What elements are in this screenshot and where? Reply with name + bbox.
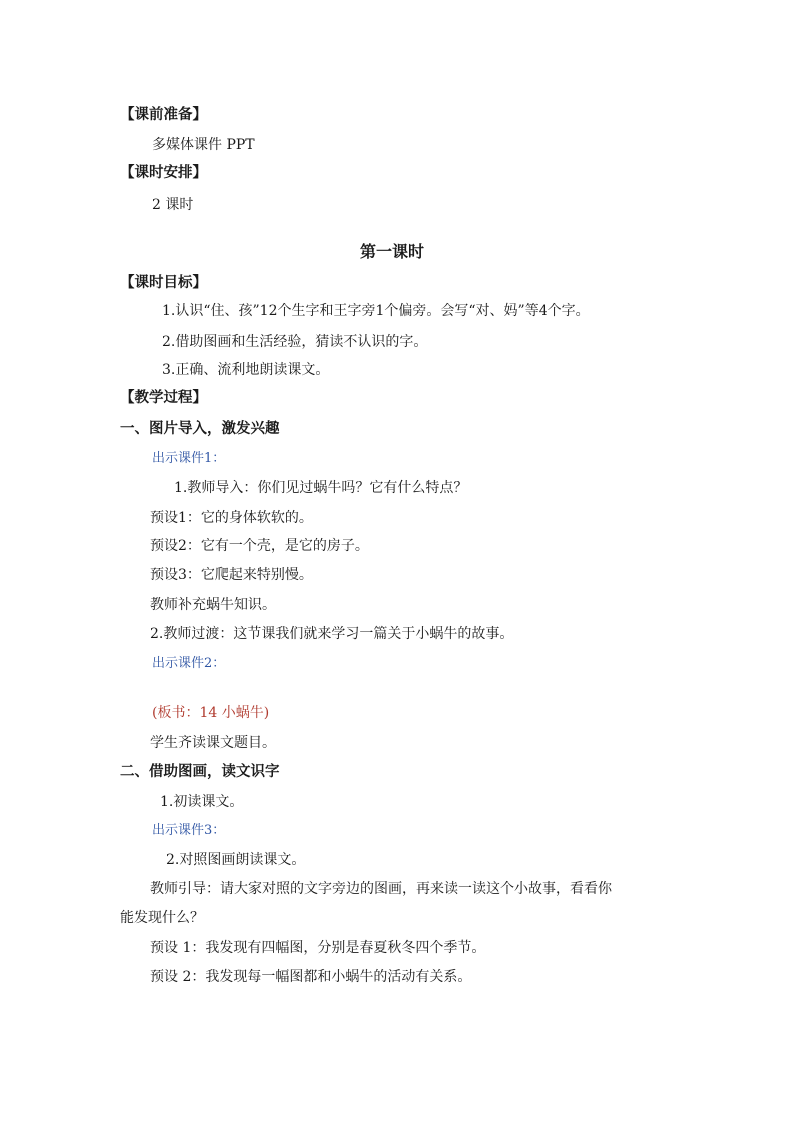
compare-read-line: 2.对照图画朗读课文。 xyxy=(166,852,306,868)
read-title-line: 学生齐读课文题目。 xyxy=(150,735,276,751)
process-heading: 【教学过程】 xyxy=(120,389,207,406)
schedule-text: 2 课时 xyxy=(152,197,194,213)
teacher-intro: 1.教师导入：你们见过蜗牛吗？它有什么特点？ xyxy=(174,480,468,496)
preset-line: 预设3：它爬起来特别慢。 xyxy=(150,567,313,583)
courseware-label: 出示课件3： xyxy=(152,823,226,838)
preset-line: 预设1：它的身体软软的。 xyxy=(150,510,313,526)
goal-item: 2.借助图画和生活经验，猜读不认识的字。 xyxy=(162,334,428,350)
section1-title: 一、图片导入，激发兴趣 xyxy=(120,420,280,437)
guide-line: 教师引导：请大家对照的文字旁边的图画，再来读一读这个小故事，看看你 xyxy=(150,881,612,897)
preset-line: 预设 2：我发现每一幅图都和小蜗牛的活动有关系。 xyxy=(150,969,472,985)
goal-item: 1.认识“住、孩”12个生字和王字旁1个偏旁。会写“对、妈”等4个字。 xyxy=(162,303,590,319)
supplement-line: 教师补充蜗牛知识。 xyxy=(150,597,276,613)
courseware-label: 出示课件2： xyxy=(152,656,226,671)
prep-text: 多媒体课件 PPT xyxy=(152,137,255,153)
transition-line: 2.教师过渡：这节课我们就来学习一篇关于小蜗牛的故事。 xyxy=(150,626,514,642)
goals-heading: 【课时目标】 xyxy=(120,274,207,291)
preset-line: 预设2：它有一个壳，是它的房子。 xyxy=(150,538,369,554)
goal-item: 3.正确、流利地朗读课文。 xyxy=(162,362,330,378)
preset-line: 预设 1：我发现有四幅图，分别是春夏秋冬四个季节。 xyxy=(150,940,486,956)
prep-heading: 【课前准备】 xyxy=(120,106,207,123)
courseware-label: 出示课件1： xyxy=(152,451,226,466)
guide-line: 能发现什么？ xyxy=(120,910,204,926)
lesson-title: 第一课时 xyxy=(360,242,425,261)
board-writing: (板书：14 小蜗牛) xyxy=(152,705,270,721)
first-read-line: 1.初读课文。 xyxy=(160,794,244,810)
schedule-heading: 【课时安排】 xyxy=(120,164,207,181)
section2-title: 二、借助图画，读文识字 xyxy=(120,763,280,780)
